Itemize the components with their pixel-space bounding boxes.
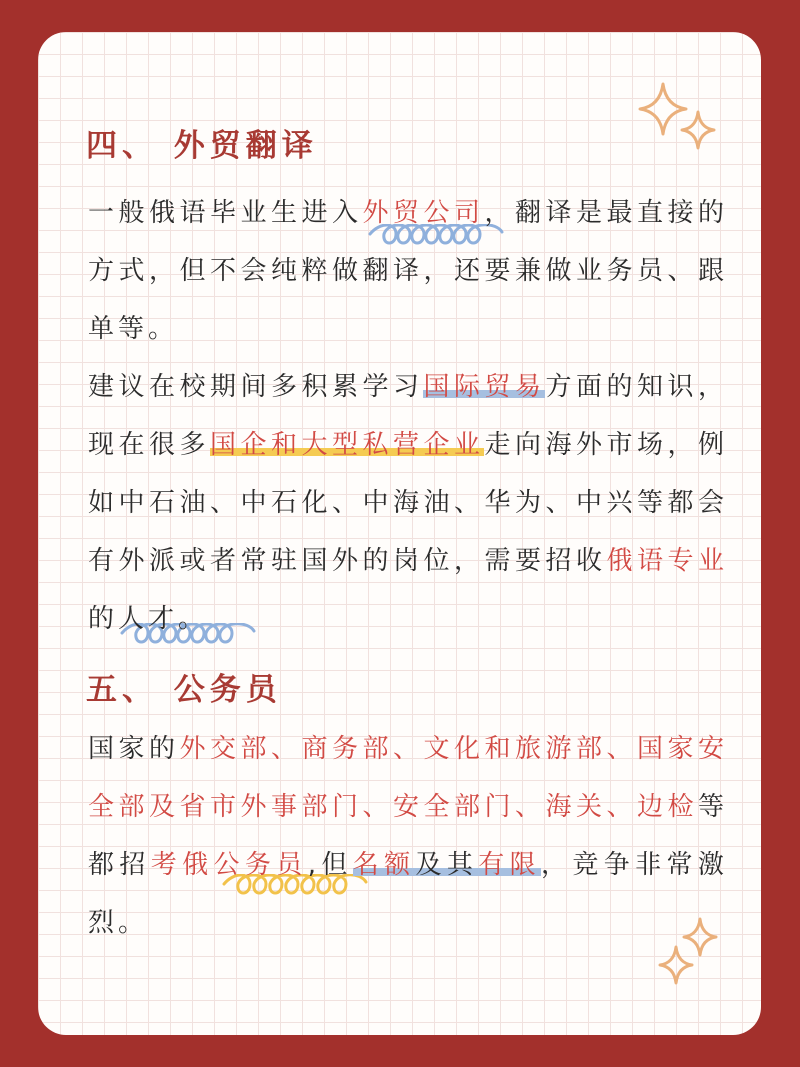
text-run: ,但 xyxy=(307,850,353,880)
text-run: ，翻译是最直接的方式，但不会纯粹做翻译，还要兼做业务员、跟单等。 xyxy=(88,198,728,344)
section-title-4: 四、 外贸翻译 xyxy=(86,128,318,164)
section-title-5: 五、 公务员 xyxy=(86,672,282,708)
text-run: 的人才。 xyxy=(88,604,209,634)
text-run: 建议在校期间多积累学习 xyxy=(88,372,424,402)
paragraph-5-1 xyxy=(88,720,728,952)
highlight-international-trade: 国际贸易 xyxy=(423,372,546,402)
highlight-quota: 名额 xyxy=(352,850,416,880)
highlight-civil-servant-exam: 考俄公务员 xyxy=(150,850,308,880)
highlight-soe-private-enterprise: 国企和大型私营企业 xyxy=(210,430,485,460)
highlight-russian-major: 俄语专业 xyxy=(606,546,728,576)
text-run: 国家的 xyxy=(88,734,180,764)
paragraph-4-2 xyxy=(88,358,728,648)
text-run: 方面的知识，现在很多 xyxy=(88,372,728,460)
text-run: 及其 xyxy=(415,850,479,880)
text-run: 等都招 xyxy=(88,792,728,880)
sparkle-icon-top xyxy=(628,82,728,162)
paragraph-4-1 xyxy=(88,184,728,358)
content-card xyxy=(38,32,761,1035)
text-run: 一般俄语毕业生进入 xyxy=(88,198,363,228)
highlight-foreign-trade-company: 外贸公司 xyxy=(362,198,485,228)
highlight-limited: 有限 xyxy=(478,850,542,880)
highlight-government-departments: 外交部、商务部、文化和旅游部、国家安全部及省市外事部门、安全部门、海关、边检 xyxy=(88,734,728,822)
text-run: ，竞争非常激烈。 xyxy=(88,850,728,938)
text-run: 走向海外市场，例如中石油、中石化、中海油、华为、中兴等都会有外派或者常驻国外的岗位，需要招收 xyxy=(88,430,728,576)
